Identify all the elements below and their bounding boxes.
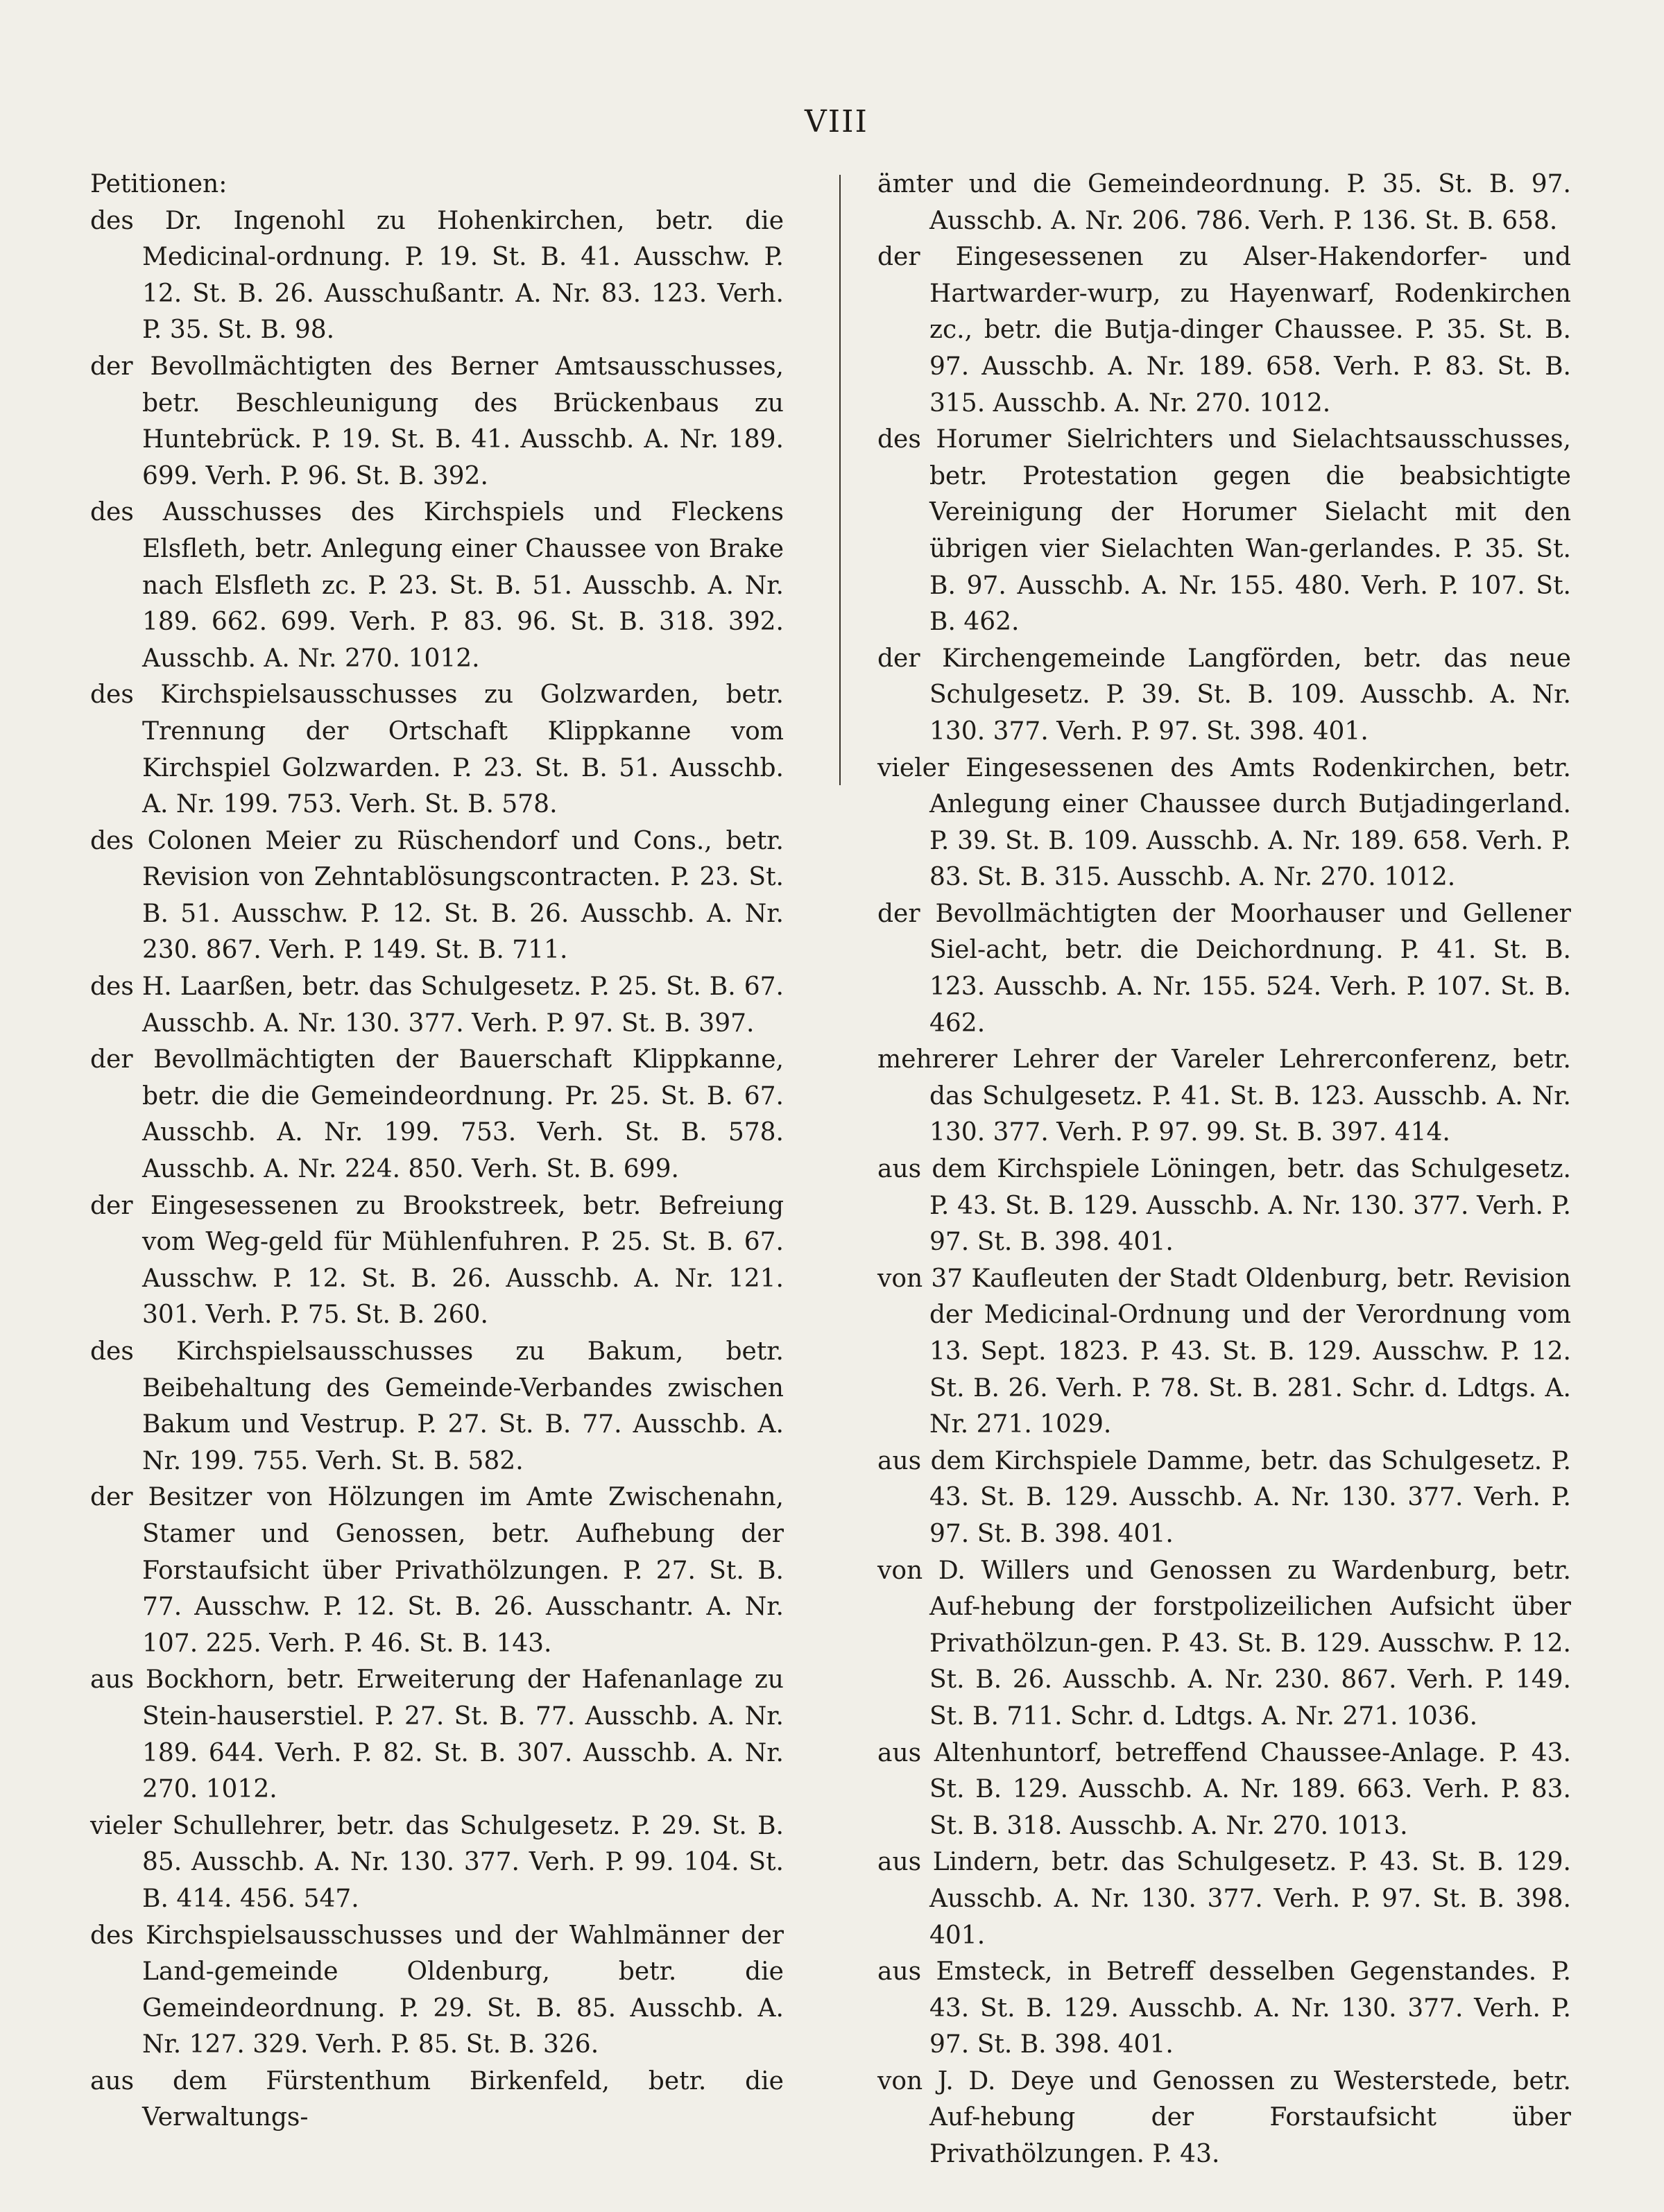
index-entry: aus dem Kirchspiele Damme, betr. das Schulgesetz. P. 43. St. B. 129. Ausschb. A. Nr. 130. 377. Verh. P. 97. St. B. 398. 401. [877,1446,1571,1548]
index-entry: der Eingesessenen zu Alser-Hakendorfer- und Hartwarder-wurp, zu Hayenwarf, Rodenkirchen zc., betr. die Butja-dinger Chaussee. P. 35. St. B. 97. Ausschb. A. Nr. 189. 658. Verh. P. 83. St. B. 315. Ausschb. A. Nr. 270. 1012. [877,243,1571,418]
column-divider [839,175,841,785]
index-entry: des Dr. Ingenohl zu Hohenkirchen, betr. die Medicinal-ordnung. P. 19. St. B. 41. Ausschw. P. 12. St. B. 26. Ausschußantr. A. Nr. 83. 123. Verh. P. 35. St. B. 98. [90,206,784,345]
index-entry: aus Bockhorn, betr. Erweiterung der Hafenanlage zu Stein-hauserstiel. P. 27. St. B. 77. Ausschb. A. Nr. 189. 644. Verh. P. 82. St. B. 307. Ausschb. A. Nr. 270. 1012. [90,1665,784,1804]
section-heading: Petitionen: [90,170,228,198]
index-entry: des Colonen Meier zu Rüschendorf und Cons., betr. Revision von Zehntablösungscontracten. P. 23. St. B. 51. Ausschw. P. 12. St. B. 26. Ausschb. A. Nr. 230. 867. Verh. P. 149. St. B. 711. [90,826,784,965]
index-entry: von 37 Kaufleuten der Stadt Oldenburg, betr. Revision der Medicinal-Ordnung und der Verordnung vom 13. Sept. 1823. P. 43. St. B. 129. Ausschw. P. 12. St. B. 26. Verh. P. 78. St. B. 281. Schr. d. Ldtgs. A. Nr. 271. 1029. [877,1264,1571,1439]
index-entry: von D. Willers und Genossen zu Wardenburg, betr. Auf-hebung der forstpolizeilichen Aufsicht über Privathölzun-gen. P. 43. St. B. 129. Ausschw. P. 12. St. B. 26. Ausschb. A. Nr. 230. 867. Verh. P. 149. St. B. 711. Schr. d. Ldtgs. A. Nr. 271. 1036. [877,1556,1571,1731]
index-entry: des Kirchspielsausschusses zu Bakum, betr. Beibehaltung des Gemeinde-Verbandes zwischen Bakum und Vestrup. P. 27. St. B. 77. Ausschb. A. Nr. 199. 755. Verh. St. B. 582. [90,1337,784,1475]
index-entry: des Kirchspielsausschusses und der Wahlmänner der Land-gemeinde Oldenburg, betr. die Gemeindeordnung. P. 29. St. B. 85. Ausschb. A. Nr. 127. 329. Verh. P. 85. St. B. 326. [90,1921,784,2059]
page-number: VIII [805,104,868,139]
index-entry: aus Emsteck, in Betreff desselben Gegenstandes. P. 43. St. B. 129. Ausschb. A. Nr. 130. 377. Verh. P. 97. St. B. 398. 401. [877,1957,1571,2059]
index-entry: aus Lindern, betr. das Schulgesetz. P. 43. St. B. 129. Ausschb. A. Nr. 130. 377. Verh. P. 97. St. B. 398. 401. [877,1848,1571,1950]
index-entry: des Ausschusses des Kirchspiels und Fleckens Elsfleth, betr. Anlegung einer Chaussee von Brake nach Elsfleth zc. P. 23. St. B. 51. Ausschb. A. Nr. 189. 662. 699. Verh. P. 83. 96. St. B. 318. 392. Ausschb. A. Nr. 270. 1012. [90,498,784,673]
right-column [877,166,1571,2173]
index-entry: mehrerer Lehrer der Vareler Lehrerconferenz, betr. das Schulgesetz. P. 41. St. B. 123. Ausschb. A. Nr. 130. 377. Verh. P. 97. 99. St. B. 397. 414. [877,1045,1571,1147]
index-entry: vieler Schullehrer, betr. das Schulgesetz. P. 29. St. B. 85. Ausschb. A. Nr. 130. 377. Verh. P. 99. 104. St. B. 414. 456. 547. [90,1811,784,1913]
left-column [90,166,784,2136]
index-entry: aus dem Kirchspiele Löningen, betr. das Schulgesetz. P. 43. St. B. 129. Ausschb. A. Nr. 130. 377. Verh. P. 97. St. B. 398. 401. [877,1155,1571,1257]
index-entry: der Bevollmächtigten der Bauerschaft Klippkanne, betr. die die Gemeindeordnung. Pr. 25. St. B. 67. Ausschb. A. Nr. 199. 753. Verh. St. B. 578. Ausschb. A. Nr. 224. 850. Verh. St. B. 699. [90,1045,784,1184]
index-entry: der Kirchengemeinde Langförden, betr. das neue Schulgesetz. P. 39. St. B. 109. Ausschb. A. Nr. 130. 377. Verh. P. 97. St. 398. 401. [877,644,1571,746]
index-entry: ämter und die Gemeindeordnung. P. 35. St. B. 97. Ausschb. A. Nr. 206. 786. Verh. P. 136. St. B. 658. [877,170,1571,235]
index-entry: vieler Eingesessenen des Amts Rodenkirchen, betr. Anlegung einer Chaussee durch Butjadingerland. P. 39. St. B. 109. Ausschb. A. Nr. 189. 658. Verh. P. 83. St. B. 315. Ausschb. A. Nr. 270. 1012. [877,753,1571,892]
index-entry: von J. D. Deye und Genossen zu Westerstede, betr. Auf-hebung der Forstaufsicht über Privathölzungen. P. 43. [877,2066,1571,2169]
index-entry: des Horumer Sielrichters und Sielachtsausschusses, betr. Protestation gegen die beabsichtigte Vereinigung der Horumer Sielacht mit den übrigen vier Sielachten Wan-gerlandes. P. 35. St. B. 97. Ausschb. A. Nr. 155. 480. Verh. P. 107. St. B. 462. [877,425,1571,637]
index-entry: des Kirchspielsausschusses zu Golzwarden, betr. Trennung der Ortschaft Klippkanne vom Kirchspiel Golzwarden. P. 23. St. B. 51. Ausschb. A. Nr. 199. 753. Verh. St. B. 578. [90,680,784,819]
index-entry: der Bevollmächtigten des Berner Amtsausschusses, betr. Beschleunigung des Brückenbaus zu Huntebrück. P. 19. St. B. 41. Ausschb. A. Nr. 189. 699. Verh. P. 96. St. B. 392. [90,352,784,490]
index-entry: aus Altenhuntorf, betreffend Chaussee-Anlage. P. 43. St. B. 129. Ausschb. A. Nr. 189. 663. Verh. P. 83. St. B. 318. Ausschb. A. Nr. 270. 1013. [877,1738,1571,1840]
index-entry: der Eingesessenen zu Brookstreek, betr. Befreiung vom Weg-geld für Mühlenfuhren. P. 25. St. B. 67. Ausschw. P. 12. St. B. 26. Ausschb. A. Nr. 121. 301. Verh. P. 75. St. B. 260. [90,1191,784,1330]
index-entry: der Bevollmächtigten der Moorhauser und Gellener Siel-acht, betr. die Deichordnung. P. 41. St. B. 123. Ausschb. A. Nr. 155. 524. Verh. P. 107. St. B. 462. [877,899,1571,1038]
index-entry: der Besitzer von Hölzungen im Amte Zwischenahn, Stamer und Genossen, betr. Aufhebung der Forstaufsicht über Privathölzungen. P. 27. St. B. 77. Ausschw. P. 12. St. B. 26. Ausschantr. A. Nr. 107. 225. Verh. P. 46. St. B. 143. [90,1483,784,1658]
index-entry: aus dem Fürstenthum Birkenfeld, betr. die Verwaltungs- [90,2066,784,2132]
index-entry: des H. Laarßen, betr. das Schulgesetz. P. 25. St. B. 67. Ausschb. A. Nr. 130. 377. Verh. P. 97. St. B. 397. [90,972,784,1038]
